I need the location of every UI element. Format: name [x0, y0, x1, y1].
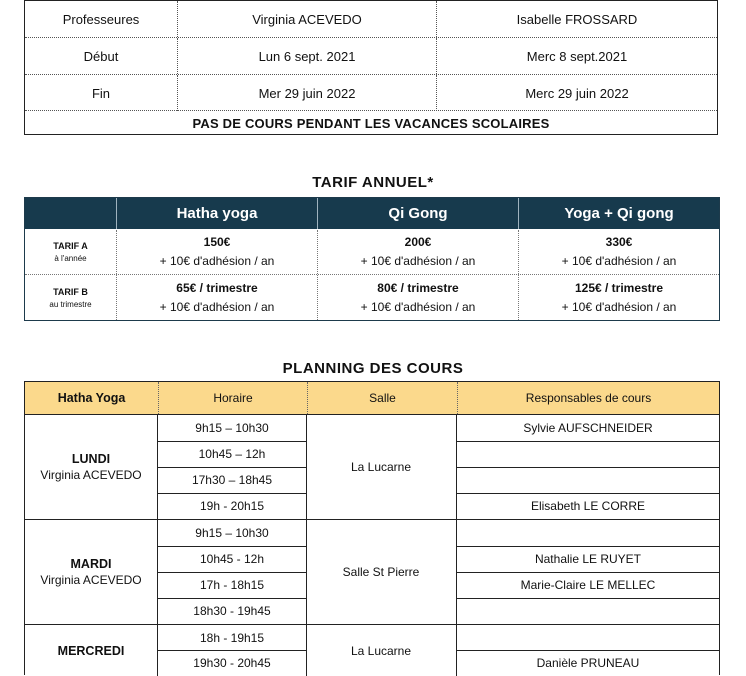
tarif-title: TARIF ANNUEL* [312, 174, 434, 191]
responsable-cell [457, 598, 719, 624]
time-slot: 10h45 – 12h [198, 447, 266, 461]
planning-table [24, 381, 720, 675]
tarif-price: 80€ / trimestre [377, 280, 459, 295]
planning-title: PLANNING DES COURS [282, 360, 464, 377]
tarif-header-blank [25, 198, 116, 229]
holiday-notice: PAS DE COURS PENDANT LES VACANCES SCOLAIRES [192, 115, 550, 131]
tarif-label [25, 230, 116, 274]
planning-header-responsables: Responsables de cours [457, 382, 719, 414]
tarif-note: + 10€ d'adhésion / an [360, 299, 476, 314]
day-name: LUNDI [71, 452, 111, 466]
info-label: Professeures [62, 11, 140, 27]
room-cell: Salle St Pierre [342, 565, 420, 579]
responsable-cell: Marie-Claire LE MELLEC [520, 578, 656, 592]
responsable-cell [457, 625, 719, 650]
tarif-cell [317, 275, 518, 320]
tarif-price: 65€ / trimestre [176, 280, 258, 295]
info-label: Début [83, 48, 119, 64]
info-table [24, 0, 718, 135]
info-value: Mer 29 juin 2022 [177, 75, 436, 111]
tarif-cell [116, 275, 317, 320]
time-slot: 9h15 – 10h30 [195, 526, 269, 540]
info-value: Isabelle FROSSARD [436, 1, 717, 37]
info-row-fin [25, 75, 717, 111]
info-value: Merc 29 juin 2022 [436, 75, 717, 111]
time-slot: 18h30 - 19h45 [193, 604, 271, 618]
time-slot: 19h - 20h15 [199, 499, 265, 513]
planning-header-course: Hatha Yoga [57, 391, 126, 405]
tarif-row-b [25, 275, 719, 320]
tarif-note: + 10€ d'adhésion / an [561, 299, 677, 314]
day-name: MARDI [70, 557, 112, 571]
day-teacher: Virginia ACEVEDO [40, 468, 142, 482]
tarif-label-sub: à l'année [54, 254, 87, 263]
day-cell-lundi [25, 415, 157, 519]
day-cell-mardi [25, 520, 157, 624]
tarif-header-qigong: Qi Gong [317, 198, 518, 229]
responsable-cell: Sylvie AUFSCHNEIDER [523, 421, 653, 435]
tarif-price: 200€ [404, 235, 432, 249]
planning-header-row [25, 382, 719, 415]
tarif-label [25, 275, 116, 320]
tarif-price: 125€ / trimestre [574, 280, 664, 295]
tarif-row-a [25, 230, 719, 274]
responsable-cell [457, 467, 719, 493]
day-teacher: Virginia ACEVEDO [40, 573, 142, 587]
day-name: MERCREDI [57, 643, 125, 658]
info-row-debut [25, 38, 717, 74]
responsable-cell [457, 520, 719, 546]
tarif-cell [317, 230, 518, 274]
responsable-cell: Elisabeth LE CORRE [530, 499, 646, 513]
day-cell-mercredi [25, 625, 157, 676]
tarif-note: + 10€ d'adhésion / an [561, 254, 677, 268]
tarif-note: + 10€ d'adhésion / an [360, 254, 476, 268]
tarif-table [24, 197, 720, 321]
tarif-cell [518, 275, 719, 320]
tarif-cell [116, 230, 317, 274]
time-slot: 19h30 - 20h45 [193, 656, 271, 670]
room-cell: La Lucarne [350, 643, 412, 658]
responsable-cell [457, 441, 719, 467]
planning-header-room: Salle [307, 382, 457, 414]
time-slot: 9h15 – 10h30 [195, 421, 269, 435]
tarif-note: + 10€ d'adhésion / an [159, 254, 275, 268]
time-slot: 17h - 18h15 [199, 578, 265, 592]
time-slot: 18h - 19h15 [199, 630, 265, 645]
info-label: Fin [91, 85, 111, 101]
tarif-header-combo: Yoga + Qi gong [518, 198, 719, 229]
responsable-cell: Danièle PRUNEAU [536, 656, 640, 670]
tarif-label-name: TARIF A [53, 241, 88, 251]
tarif-cell [518, 230, 719, 274]
info-value: Lun 6 sept. 2021 [177, 38, 436, 74]
info-value: Merc 8 sept.2021 [436, 38, 717, 74]
tarif-header-hatha: Hatha yoga [116, 198, 317, 229]
info-row-professeures [25, 1, 717, 37]
room-cell: La Lucarne [350, 460, 412, 474]
tarif-header-row [25, 198, 719, 229]
tarif-price: 330€ [605, 235, 633, 249]
info-value: Virginia ACEVEDO [177, 1, 436, 37]
time-slot: 10h45 - 12h [199, 552, 265, 566]
planning-header-time: Horaire [158, 382, 307, 414]
time-slot: 17h30 – 18h45 [191, 473, 273, 487]
tarif-label-name: TARIF B [53, 286, 88, 297]
tarif-note: + 10€ d'adhésion / an [159, 299, 275, 314]
tarif-price: 150€ [203, 235, 231, 249]
responsable-cell: Nathalie LE RUYET [534, 552, 642, 566]
tarif-label-sub: au trimestre [49, 299, 92, 309]
